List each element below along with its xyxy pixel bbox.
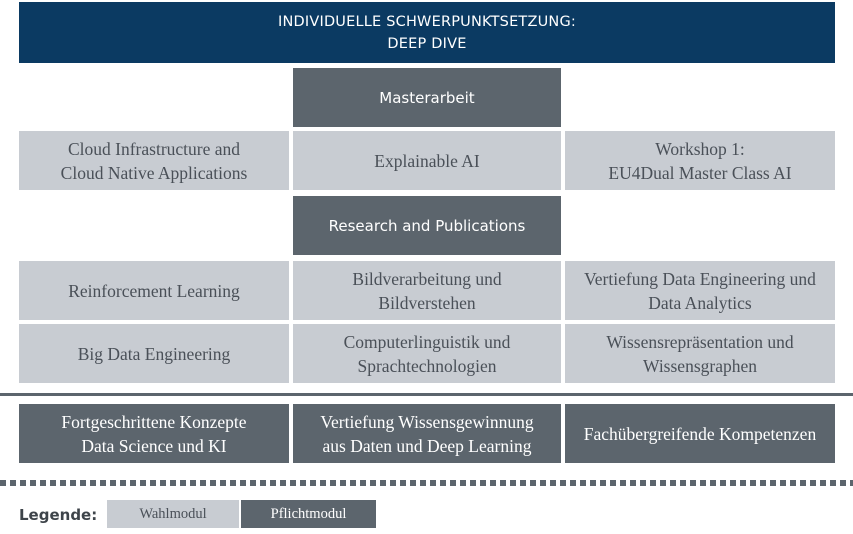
module-reinforcement-learning: [19, 261, 289, 320]
header-line-2: DEEP DIVE: [387, 35, 467, 52]
module-fachuebergreifende-kompetenzen: [565, 404, 835, 463]
section-divider: [0, 393, 853, 396]
module-explainable-ai: [293, 131, 561, 190]
legend-pflichtmodul: [241, 500, 376, 528]
module-vertiefung-data-engineering: [565, 261, 835, 320]
module-label: Big Data Engineering: [77, 343, 231, 364]
module-label-line: EU4Dual Master Class AI: [608, 162, 792, 183]
header-line-1: INDIVIDUELLE SCHWERPUNKTSETZUNG:: [277, 13, 576, 30]
module-masterarbeit-label: Masterarbeit: [379, 88, 475, 107]
dashed-divider: [0, 480, 853, 486]
module-label-line: Data Science und KI: [81, 435, 227, 456]
module-wissensrepraesentation: [565, 324, 835, 383]
legend-label: Legende:: [19, 506, 98, 524]
module-bildverarbeitung: [293, 261, 561, 320]
module-label-line: Wissensrepräsentation und: [606, 331, 794, 352]
module-big-data-engineering: [19, 324, 289, 383]
module-label-line: aus Daten und Deep Learning: [322, 435, 532, 456]
module-label: Explainable AI: [374, 150, 480, 171]
module-label-line: Computerlinguistik und: [343, 331, 511, 352]
module-label: Fachübergreifende Kompetenzen: [583, 423, 817, 444]
module-label-line: Cloud Infrastructure and: [67, 138, 241, 159]
module-label-line: Data Analytics: [648, 292, 752, 313]
module-computerlinguistik: [293, 324, 561, 383]
legend-wahlmodul-label: Wahlmodul: [139, 505, 207, 522]
module-workshop: [565, 131, 835, 190]
module-label-line: Vertiefung Wissensgewinnung: [320, 411, 534, 432]
module-label-line: Wissensgraphen: [643, 355, 757, 376]
module-label-line: Workshop 1:: [655, 138, 745, 159]
legend-wahlmodul: [107, 500, 239, 528]
module-label-line: Vertiefung Data Engineering und: [584, 268, 816, 289]
module-masterarbeit: [293, 68, 561, 127]
legend-pflichtmodul-label: Pflichtmodul: [270, 505, 347, 522]
module-label-line: Bildverarbeitung und: [352, 268, 502, 289]
module-cloud-infrastructure: [19, 131, 289, 190]
module-vertiefung-wissensgewinnung: [293, 404, 561, 463]
module-label-line: Fortgeschrittene Konzepte: [61, 411, 247, 432]
header-banner: [19, 2, 835, 63]
module-fortgeschrittene-konzepte: [19, 404, 289, 463]
module-label-line: Cloud Native Applications: [60, 162, 248, 183]
module-research-publications: [293, 196, 561, 255]
module-label-line: Bildverstehen: [378, 292, 476, 313]
module-research-label: Research and Publications: [328, 216, 526, 235]
module-label: Reinforcement Learning: [68, 280, 240, 301]
module-label-line: Sprachtechnologien: [357, 355, 497, 376]
